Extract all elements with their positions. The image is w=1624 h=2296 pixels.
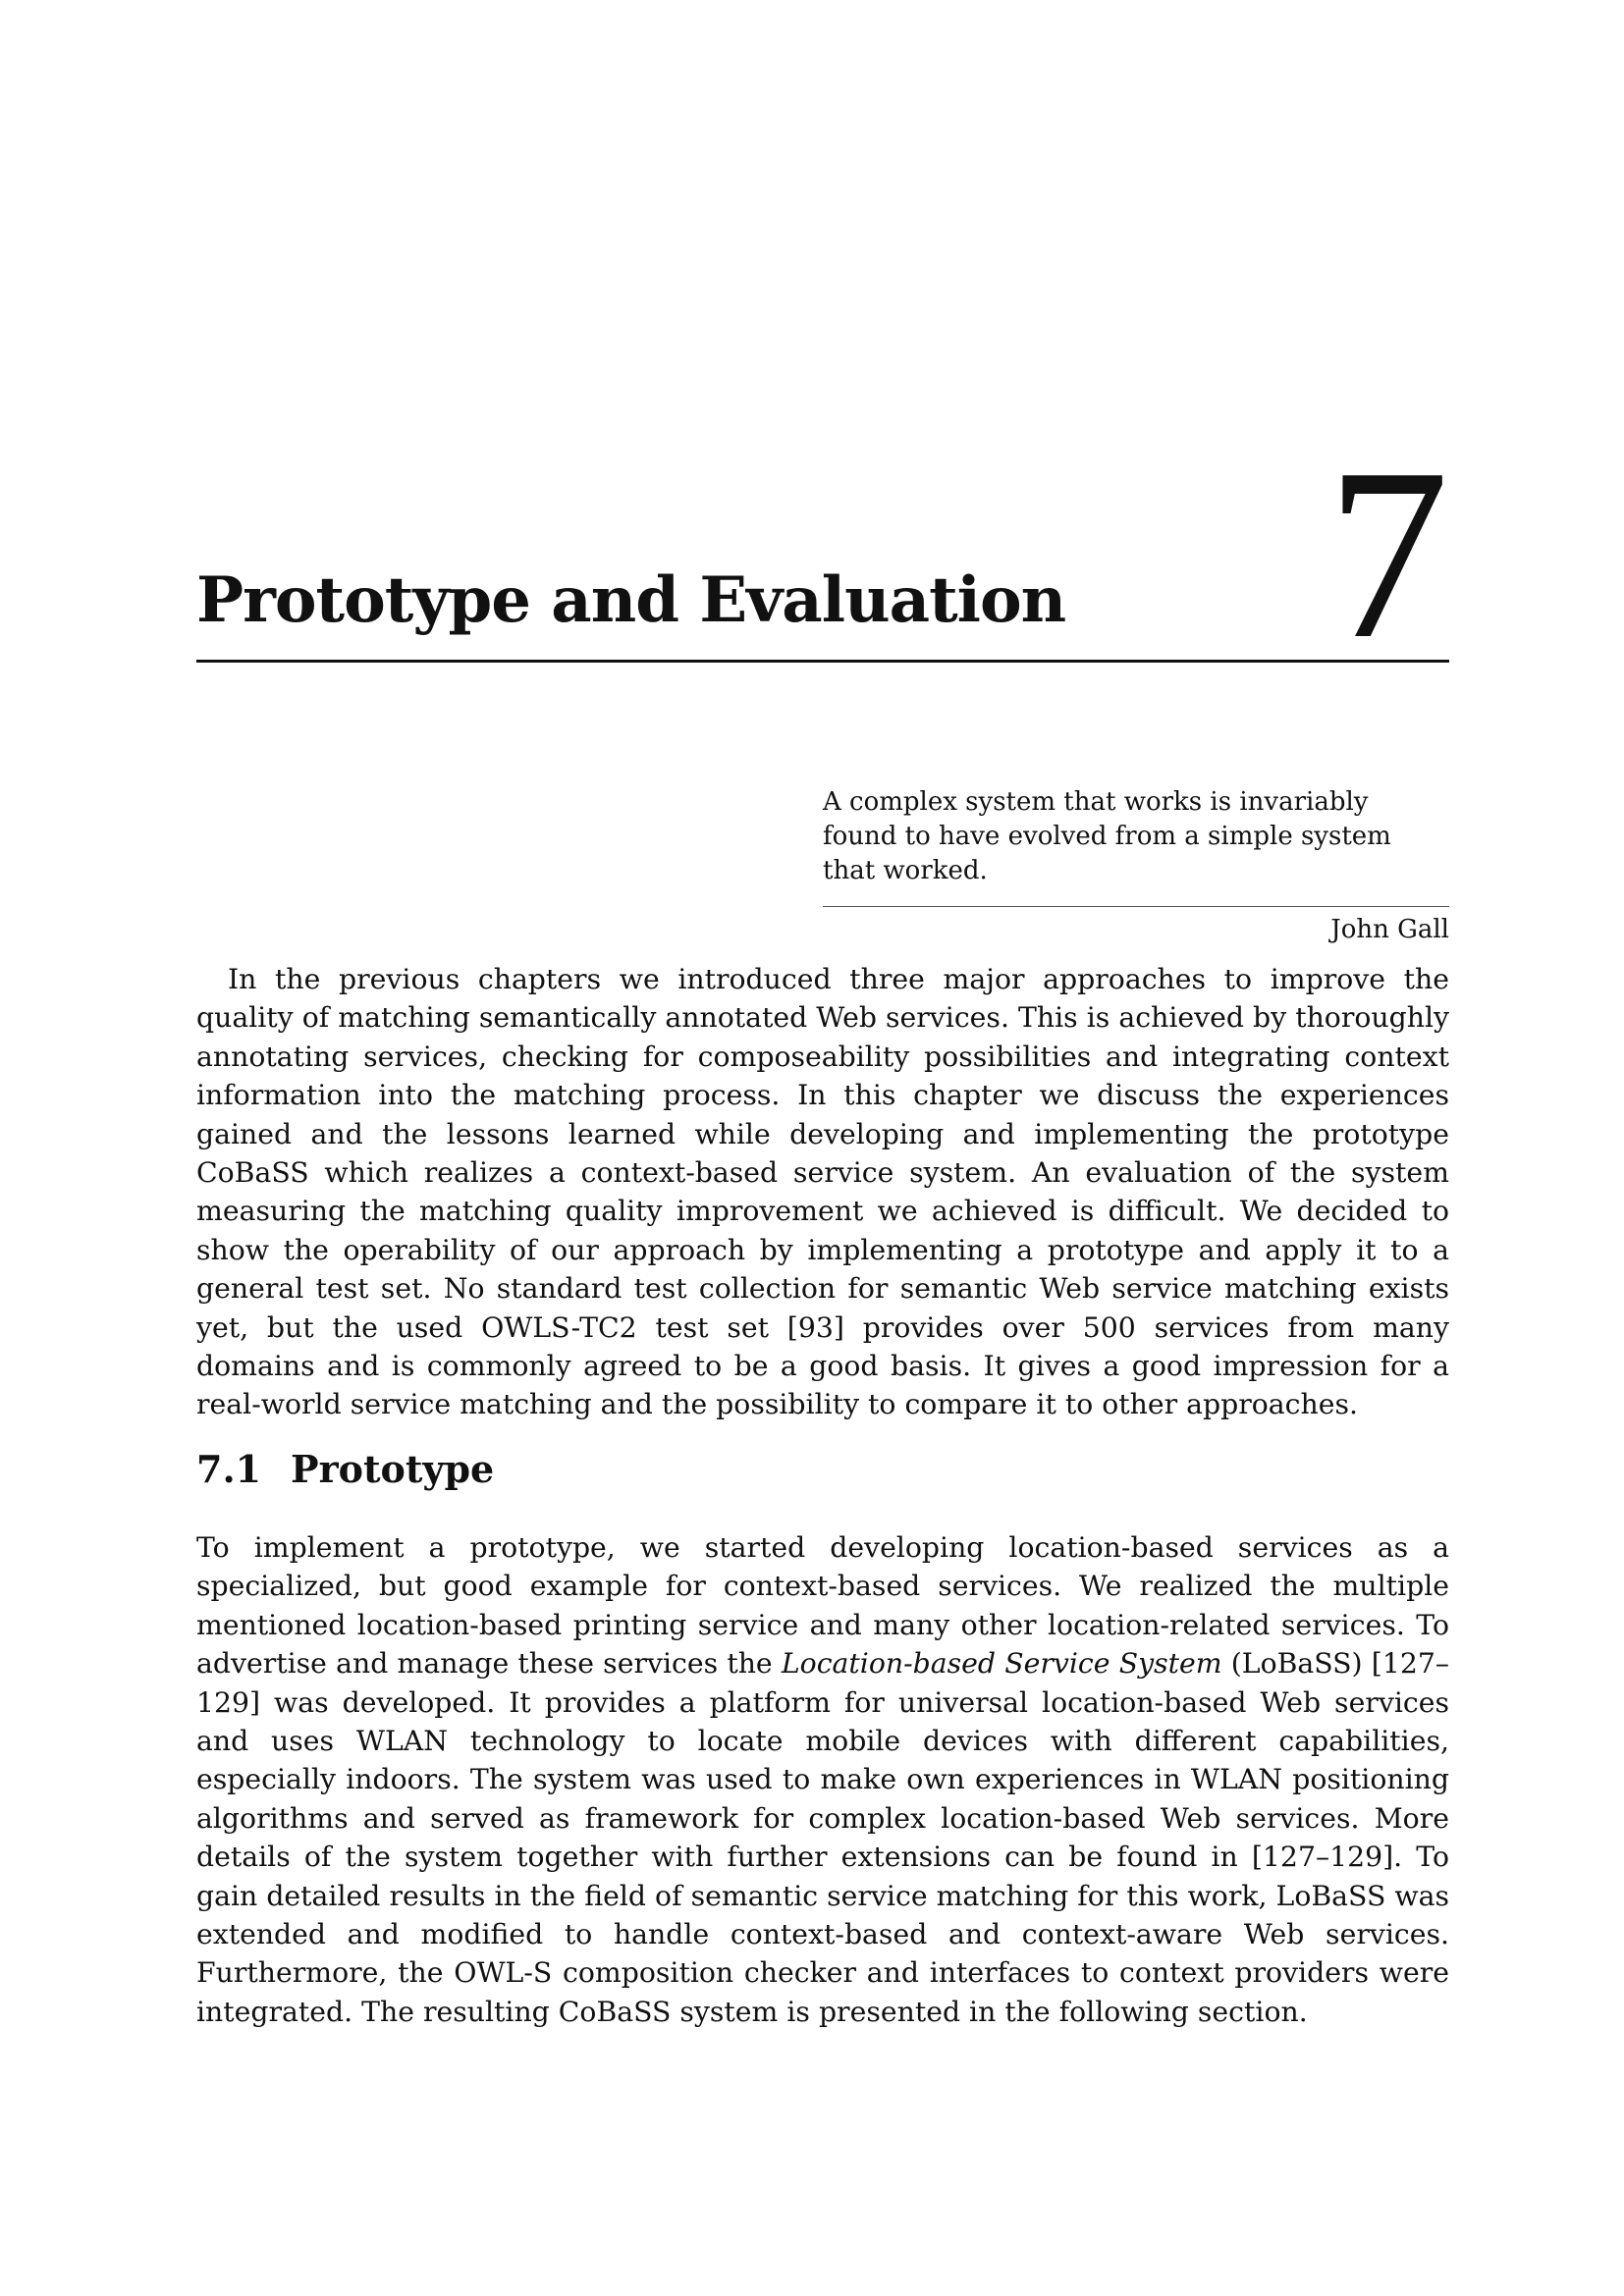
section-number: 7.1 bbox=[196, 1447, 262, 1491]
chapter-number: 7 bbox=[1326, 418, 1449, 690]
italic-system-name: Location-based Service System bbox=[781, 1647, 1222, 1681]
section-paragraph-text-start: To implement a prototype, we started developing location-based services as a specialized, but good example for context-based services. We realized the multiple mentioned location-based printing service and many other location-related services. To advertise and manage these services the bbox=[196, 1531, 1449, 1681]
chapter-title-rule bbox=[196, 660, 1449, 663]
section-paragraph bbox=[196, 1528, 1449, 2031]
epigraph-divider bbox=[823, 906, 1449, 907]
epigraph-author: John Gall bbox=[1330, 915, 1449, 944]
epigraph bbox=[823, 785, 1449, 947]
chapter-title: Prototype and Evaluation bbox=[196, 563, 1066, 637]
section-title: Prototype bbox=[291, 1447, 495, 1491]
epigraph-quote: A complex system that works is invariably found to have evolved from a simple system that worked. bbox=[823, 787, 1391, 885]
section-paragraph-text-end: (LoBaSS) [127–129] was developed. It provides a platform for universal location-based Web services and uses WLAN technology to locate mobile devices with different capabilities, especially indoors. The system was used to make own experiences in WLAN positioning algorithms and served as framework for complex location-based Web services. More details of the system together with further extensions can be found in [127–129]. To gain detailed results in the field of semantic service matching for this work, LoBaSS was extended and modified to handle context-based and context-aware Web services. Furthermore, the OWL-S composition checker and interfaces to context providers were integrated. The resulting CoBaSS system is presented in the following section. bbox=[196, 1647, 1449, 2028]
intro-paragraph: In the previous chapters we introduced three major approaches to improve the quality of matching semantically annotated Web services. This is achieved by thoroughly annotating services, checking for composeability possibilities and integrating context information into the matching process. In this chapter we discuss the experiences gained and the lessons learned while developing and implementing the prototype CoBaSS which realizes a context-based service system. An evaluation of the system measuring the matching quality improvement we achieved is difficult. We decided to show the operability of our approach by implementing a prototype and apply it to a general test set. No standard test collection for semantic Web service matching exists yet, but the used OWLS-TC2 test set [93] provides over 500 services from many domains and is commonly agreed to be a good basis. It gives a good impression for a real-world service matching and the possibility to compare it to other approaches. bbox=[196, 963, 1449, 1421]
section-heading bbox=[196, 1447, 495, 1491]
